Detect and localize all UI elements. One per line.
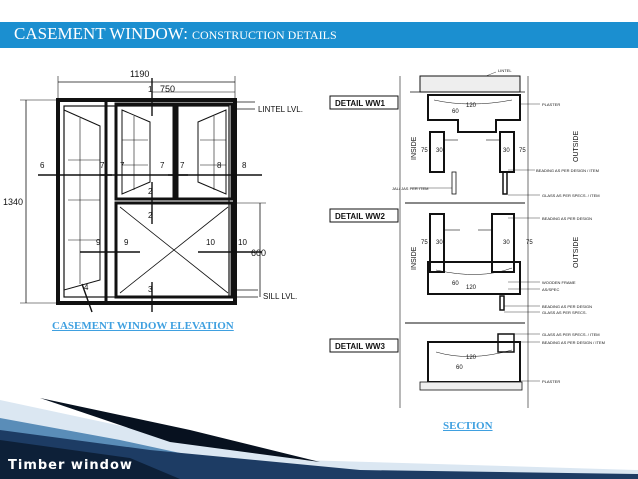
mark-10a: 10 xyxy=(206,238,215,247)
lintel-label: LINTEL LVL. xyxy=(258,105,303,114)
detail-ww2-label: DETAIL WW2 xyxy=(335,212,385,221)
dim-30b: 30 xyxy=(503,148,510,154)
dim-75a: 75 xyxy=(421,148,428,154)
note-glass-2: GLASS AS PER SPECS. xyxy=(542,310,587,315)
section-caption: SECTION xyxy=(443,420,493,432)
mark-9b: 9 xyxy=(124,238,129,247)
footer-label: Timber window xyxy=(8,458,133,473)
dim-120c: 120 xyxy=(466,355,477,361)
upper-middle-shutter xyxy=(116,104,174,199)
mark-8a: 8 xyxy=(217,161,222,170)
note-beading-3: BEADING AS PER DESIGN xyxy=(542,304,593,309)
note-as-spec: AS/SPEC xyxy=(542,287,560,292)
mark-2b: 2 xyxy=(148,211,153,220)
dim-120b: 120 xyxy=(466,285,477,291)
note-glass-3: GLASS AS PER SPECS. / ITEM xyxy=(542,332,600,337)
note-lintel: LINTEL xyxy=(498,68,512,73)
dim-width-part: 750 xyxy=(160,84,176,94)
note-plaster-bottom: PLASTER xyxy=(542,379,561,384)
dim-height-total: 1340 xyxy=(3,197,24,207)
mark-10b: 10 xyxy=(238,238,247,247)
mark-7d: 7 xyxy=(180,161,185,170)
outside-label-1: OUTSIDE xyxy=(573,130,580,162)
dim-75c: 75 xyxy=(421,240,428,246)
detail-ww1-label: DETAIL WW1 xyxy=(335,99,385,108)
inside-label-1: INSIDE xyxy=(411,136,418,160)
note-plaster-top: PLASTER xyxy=(542,102,561,107)
mark-4: 4 xyxy=(84,283,89,292)
note-glass-1: GLASS AS PER SPECS. / ITEM xyxy=(542,193,600,198)
dim-width-total: 1190 xyxy=(130,69,150,79)
dim-30a: 30 xyxy=(436,148,443,154)
dim-75b: 75 xyxy=(519,148,526,154)
casement-elevation xyxy=(20,76,266,312)
section-dimensions xyxy=(421,103,533,371)
dim-30c: 30 xyxy=(436,240,443,246)
elevation-caption: CASEMENT WINDOW ELEVATION xyxy=(52,320,234,332)
note-beading-2: BEADING AS PER DESIGN xyxy=(542,216,593,221)
outside-label-2: OUTSIDE xyxy=(573,236,580,268)
note-jal: JAL/ JAS PER ITEM xyxy=(392,186,429,191)
dim-60a: 60 xyxy=(452,109,459,115)
sill-label: SILL LVL. xyxy=(263,292,298,301)
mark-7b: 7 xyxy=(120,161,125,170)
inside-label-2: INSIDE xyxy=(411,246,418,270)
left-shutter xyxy=(58,100,106,303)
mark-7a: 7 xyxy=(100,161,105,170)
mark-6: 6 xyxy=(40,161,45,170)
dim-60b: 60 xyxy=(452,281,459,287)
mark-2a: 2 xyxy=(148,187,153,196)
dim-75d: 75 xyxy=(526,240,533,246)
title-sub: CONSTRUCTION DETAILS xyxy=(191,28,337,42)
note-wooden-frame: WOODEN FRAME xyxy=(542,280,576,285)
note-beading-4: BEADING AS PER DESIGN / ITEM xyxy=(542,340,605,345)
mark-3: 3 xyxy=(148,285,153,294)
dim-30d: 30 xyxy=(503,240,510,246)
mark-9a: 9 xyxy=(96,238,101,247)
dim-height-lower: 600 xyxy=(251,248,267,258)
title-main: CASEMENT WINDOW: xyxy=(14,24,188,43)
detail-ww3-label: DETAIL WW3 xyxy=(335,342,385,351)
note-beading-1: BEADING AS PER DESIGN / ITEM xyxy=(536,168,599,173)
mark-7c: 7 xyxy=(160,161,165,170)
dim-60c: 60 xyxy=(456,365,463,371)
mark-1: 1 xyxy=(148,85,153,94)
dim-120a: 120 xyxy=(466,103,477,109)
mark-8b: 8 xyxy=(242,161,247,170)
